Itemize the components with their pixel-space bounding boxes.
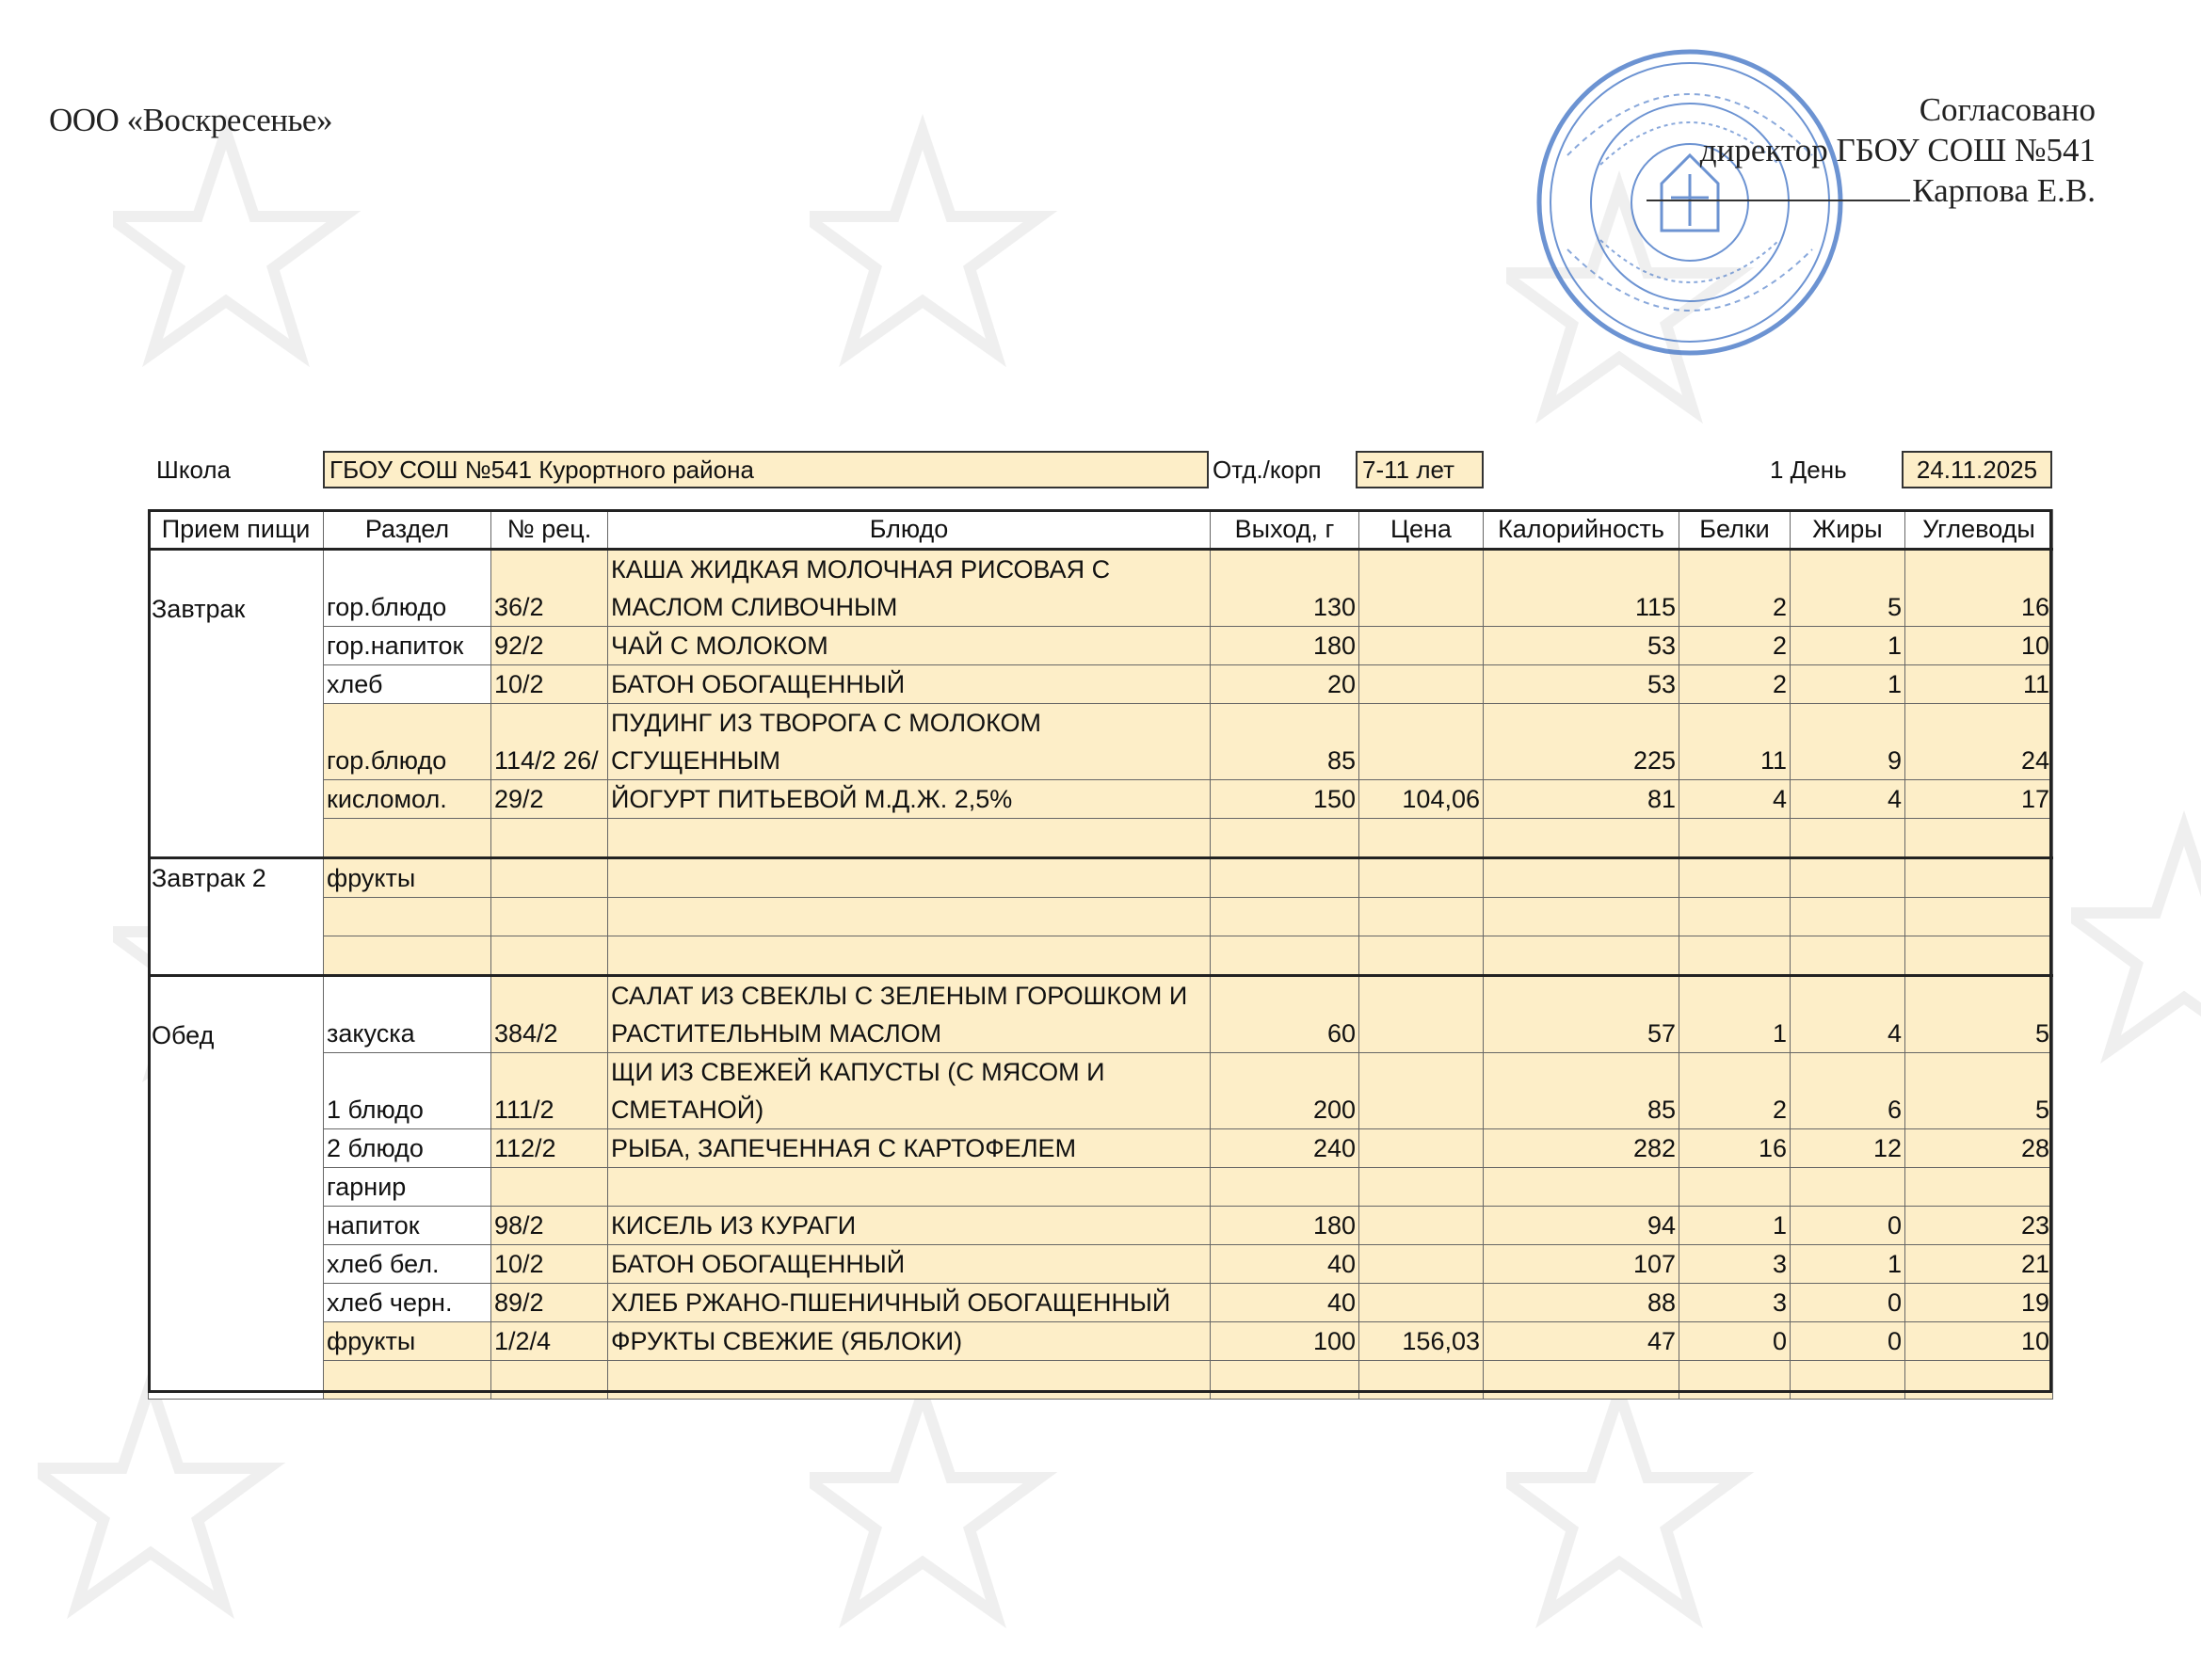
kcal-cell: 115 (1484, 550, 1679, 627)
yield-cell: 40 (1211, 1284, 1359, 1322)
section-cell: гор.блюдо (324, 704, 491, 780)
fat-cell: 12 (1791, 1129, 1905, 1168)
carbs-cell (1905, 1361, 2053, 1400)
carbs-cell (1905, 819, 2053, 858)
dish-cell (608, 1361, 1211, 1400)
dish-cell: КАША ЖИДКАЯ МОЛОЧНАЯ РИСОВАЯ С МАСЛОМ СЛИВОЧНЫМ (608, 550, 1211, 627)
price-cell (1359, 665, 1484, 704)
col-header-section: Раздел (324, 510, 491, 550)
section-cell: 1 блюдо (324, 1053, 491, 1129)
protein-cell (1679, 858, 1791, 898)
section-cell: фрукты (324, 1322, 491, 1361)
recipe-cell (491, 898, 608, 936)
section-cell: напиток (324, 1207, 491, 1245)
dish-cell: ПУДИНГ ИЗ ТВОРОГА С МОЛОКОМ СГУЩЕННЫМ (608, 704, 1211, 780)
carbs-cell (1905, 898, 2053, 936)
yield-cell: 150 (1211, 780, 1359, 819)
carbs-cell: 5 (1905, 976, 2053, 1053)
approval-signature-line (1606, 170, 2096, 211)
section-cell: закуска (324, 976, 491, 1053)
price-cell (1359, 1361, 1484, 1400)
carbs-cell: 28 (1905, 1129, 2053, 1168)
recipe-cell: 10/2 (491, 1245, 608, 1284)
fat-cell: 1 (1791, 665, 1905, 704)
section-cell (324, 819, 491, 858)
kcal-cell: 225 (1484, 704, 1679, 780)
table-row (149, 819, 2053, 858)
fat-cell: 4 (1791, 976, 1905, 1053)
recipe-cell (491, 819, 608, 858)
recipe-cell (491, 1168, 608, 1207)
dish-cell: БАТОН ОБОГАЩЕННЫЙ (608, 665, 1211, 704)
recipe-cell: 111/2 (491, 1053, 608, 1129)
yield-cell (1211, 819, 1359, 858)
carbs-cell (1905, 936, 2053, 976)
dish-cell (608, 1168, 1211, 1207)
dish-cell (608, 898, 1211, 936)
yield-cell (1211, 898, 1359, 936)
restaurant-watermark-icon (2071, 809, 2201, 1115)
fat-cell: 4 (1791, 780, 1905, 819)
price-cell: 156,03 (1359, 1322, 1484, 1361)
section-cell (324, 936, 491, 976)
recipe-cell (491, 858, 608, 898)
meal-name-cell: Завтрак (149, 550, 324, 858)
fat-cell: 1 (1791, 1245, 1905, 1284)
dish-cell: ЙОГУРТ ПИТЬЕВОЙ М.Д.Ж. 2,5% (608, 780, 1211, 819)
protein-cell: 11 (1679, 704, 1791, 780)
price-cell (1359, 819, 1484, 858)
protein-cell: 2 (1679, 627, 1791, 665)
protein-cell (1679, 1361, 1791, 1400)
kcal-cell: 85 (1484, 1053, 1679, 1129)
recipe-cell: 112/2 (491, 1129, 608, 1168)
dish-cell: ЧАЙ С МОЛОКОМ (608, 627, 1211, 665)
table-row (149, 976, 2053, 1053)
price-cell (1359, 858, 1484, 898)
dish-cell: РЫБА, ЗАПЕЧЕННАЯ С КАРТОФЕЛЕМ (608, 1129, 1211, 1168)
table-row (149, 1207, 2053, 1245)
fat-cell (1791, 936, 1905, 976)
col-header-protein: Белки (1679, 510, 1791, 550)
table-row (149, 898, 2053, 936)
table-row (149, 936, 2053, 976)
table-row (149, 1129, 2053, 1168)
fat-cell (1791, 1168, 1905, 1207)
menu-table-body (149, 550, 2053, 1400)
protein-cell: 2 (1679, 665, 1791, 704)
fat-cell: 5 (1791, 550, 1905, 627)
fat-cell: 0 (1791, 1284, 1905, 1322)
company-name: ООО «Воскресенье» (49, 102, 332, 138)
price-cell (1359, 550, 1484, 627)
table-row (149, 665, 2053, 704)
carbs-cell: 17 (1905, 780, 2053, 819)
section-cell: кисломол. (324, 780, 491, 819)
approval-name: Карпова Е.В. (1912, 172, 2096, 209)
price-cell (1359, 1284, 1484, 1322)
table-row (149, 627, 2053, 665)
price-cell (1359, 704, 1484, 780)
kcal-cell: 81 (1484, 780, 1679, 819)
yield-cell: 240 (1211, 1129, 1359, 1168)
dish-cell: САЛАТ ИЗ СВЕКЛЫ С ЗЕЛЕНЫМ ГОРОШКОМ И РАСТИТЕЛЬНЫМ МАСЛОМ (608, 976, 1211, 1053)
yield-cell: 200 (1211, 1053, 1359, 1129)
dish-cell: БАТОН ОБОГАЩЕННЫЙ (608, 1245, 1211, 1284)
fat-cell (1791, 819, 1905, 858)
dept-value: 7-11 лет (1356, 451, 1484, 488)
price-cell (1359, 1129, 1484, 1168)
kcal-cell (1484, 1168, 1679, 1207)
restaurant-watermark-icon (810, 1374, 1205, 1680)
table-row (149, 858, 2053, 898)
kcal-cell: 94 (1484, 1207, 1679, 1245)
school-label: Школа (156, 456, 232, 484)
price-cell (1359, 1053, 1484, 1129)
fat-cell: 0 (1791, 1207, 1905, 1245)
carbs-cell: 11 (1905, 665, 2053, 704)
section-cell: 2 блюдо (324, 1129, 491, 1168)
day-label: 1 День (1770, 456, 1847, 484)
kcal-cell: 107 (1484, 1245, 1679, 1284)
section-cell: гор.напиток (324, 627, 491, 665)
recipe-cell: 36/2 (491, 550, 608, 627)
dish-cell (608, 936, 1211, 976)
carbs-cell: 16 (1905, 550, 2053, 627)
kcal-cell: 47 (1484, 1322, 1679, 1361)
kcal-cell: 57 (1484, 976, 1679, 1053)
carbs-cell: 10 (1905, 1322, 2053, 1361)
fat-cell: 0 (1791, 1322, 1905, 1361)
protein-cell: 1 (1679, 976, 1791, 1053)
carbs-cell (1905, 1168, 2053, 1207)
recipe-cell: 98/2 (491, 1207, 608, 1245)
protein-cell: 2 (1679, 550, 1791, 627)
yield-cell (1211, 936, 1359, 976)
approval-position: директор ГБОУ СОШ №541 (1699, 132, 2096, 168)
table-row (149, 1053, 2053, 1129)
kcal-cell: 53 (1484, 665, 1679, 704)
table-row (149, 1361, 2053, 1400)
section-cell: гарнир (324, 1168, 491, 1207)
yield-cell: 20 (1211, 665, 1359, 704)
fat-cell: 1 (1791, 627, 1905, 665)
fat-cell: 6 (1791, 1053, 1905, 1129)
table-row (149, 1322, 2053, 1361)
price-cell (1359, 936, 1484, 976)
col-header-dish: Блюдо (608, 510, 1211, 550)
yield-cell: 180 (1211, 1207, 1359, 1245)
recipe-cell: 92/2 (491, 627, 608, 665)
protein-cell: 1 (1679, 1207, 1791, 1245)
yield-cell: 130 (1211, 550, 1359, 627)
carbs-cell: 19 (1905, 1284, 2053, 1322)
table-row (149, 550, 2053, 627)
recipe-cell: 89/2 (491, 1284, 608, 1322)
protein-cell (1679, 898, 1791, 936)
kcal-cell: 53 (1484, 627, 1679, 665)
table-row (149, 1245, 2053, 1284)
dish-cell (608, 858, 1211, 898)
signature-blank (1647, 171, 1910, 201)
section-cell: хлеб бел. (324, 1245, 491, 1284)
table-row (149, 1284, 2053, 1322)
restaurant-watermark-icon (38, 1365, 433, 1671)
carbs-cell: 10 (1905, 627, 2053, 665)
recipe-cell: 1/2/4 (491, 1322, 608, 1361)
protein-cell: 3 (1679, 1284, 1791, 1322)
fat-cell (1791, 898, 1905, 936)
col-header-yield: Выход, г (1211, 510, 1359, 550)
kcal-cell (1484, 898, 1679, 936)
kcal-cell (1484, 858, 1679, 898)
recipe-cell (491, 1361, 608, 1400)
price-cell (1359, 1245, 1484, 1284)
carbs-cell: 21 (1905, 1245, 2053, 1284)
carbs-cell (1905, 858, 2053, 898)
kcal-cell (1484, 819, 1679, 858)
col-header-carbs: Углеводы (1905, 510, 2053, 550)
yield-cell: 180 (1211, 627, 1359, 665)
carbs-cell: 23 (1905, 1207, 2053, 1245)
recipe-cell: 29/2 (491, 780, 608, 819)
dish-cell (608, 819, 1211, 858)
section-cell: фрукты (324, 858, 491, 898)
protein-cell: 3 (1679, 1245, 1791, 1284)
col-header-recipe: № рец. (491, 510, 608, 550)
price-cell: 104,06 (1359, 780, 1484, 819)
menu-table (148, 509, 2053, 1400)
protein-cell: 16 (1679, 1129, 1791, 1168)
approval-block (1606, 89, 2096, 211)
section-cell (324, 1361, 491, 1400)
protein-cell (1679, 819, 1791, 858)
table-header-row (149, 510, 2053, 550)
col-header-kcal: Калорийность (1484, 510, 1679, 550)
dept-label: Отд./корп (1213, 456, 1322, 484)
dish-cell: ФРУКТЫ СВЕЖИЕ (ЯБЛОКИ) (608, 1322, 1211, 1361)
yield-cell (1211, 858, 1359, 898)
protein-cell (1679, 1168, 1791, 1207)
protein-cell (1679, 936, 1791, 976)
fat-cell (1791, 858, 1905, 898)
recipe-cell (491, 936, 608, 976)
kcal-cell (1484, 936, 1679, 976)
carbs-cell: 24 (1905, 704, 2053, 780)
section-cell: гор.блюдо (324, 550, 491, 627)
meal-name-cell: Завтрак 2 (149, 858, 324, 976)
col-header-meal: Прием пищи (149, 510, 324, 550)
yield-cell: 100 (1211, 1322, 1359, 1361)
school-value: ГБОУ СОШ №541 Курортного района (323, 451, 1209, 488)
section-cell: хлеб (324, 665, 491, 704)
recipe-cell: 114/2 26/ (491, 704, 608, 780)
yield-cell (1211, 1168, 1359, 1207)
dish-cell: ЩИ ИЗ СВЕЖЕЙ КАПУСТЫ (С МЯСОМ И СМЕТАНОЙ) (608, 1053, 1211, 1129)
kcal-cell: 88 (1484, 1284, 1679, 1322)
approval-title: Согласовано (1919, 91, 2096, 128)
table-row (149, 780, 2053, 819)
dish-cell: ХЛЕБ РЖАНО-ПШЕНИЧНЫЙ ОБОГАЩЕННЫЙ (608, 1284, 1211, 1322)
table-row (149, 704, 2053, 780)
kcal-cell (1484, 1361, 1679, 1400)
carbs-cell: 5 (1905, 1053, 2053, 1129)
date-value: 24.11.2025 (1902, 451, 2052, 488)
fat-cell (1791, 1361, 1905, 1400)
price-cell (1359, 627, 1484, 665)
yield-cell: 60 (1211, 976, 1359, 1053)
kcal-cell: 282 (1484, 1129, 1679, 1168)
price-cell (1359, 976, 1484, 1053)
protein-cell: 2 (1679, 1053, 1791, 1129)
section-cell (324, 898, 491, 936)
col-header-price: Цена (1359, 510, 1484, 550)
protein-cell: 4 (1679, 780, 1791, 819)
yield-cell: 40 (1211, 1245, 1359, 1284)
yield-cell: 85 (1211, 704, 1359, 780)
protein-cell: 0 (1679, 1322, 1791, 1361)
yield-cell (1211, 1361, 1359, 1400)
price-cell (1359, 1168, 1484, 1207)
dish-cell: КИСЕЛЬ ИЗ КУРАГИ (608, 1207, 1211, 1245)
price-cell (1359, 1207, 1484, 1245)
recipe-cell: 384/2 (491, 976, 608, 1053)
section-cell: хлеб черн. (324, 1284, 491, 1322)
price-cell (1359, 898, 1484, 936)
fat-cell: 9 (1791, 704, 1905, 780)
table-row (149, 1168, 2053, 1207)
restaurant-watermark-icon (1506, 1374, 1902, 1680)
recipe-cell: 10/2 (491, 665, 608, 704)
restaurant-watermark-icon (810, 113, 1205, 419)
restaurant-watermark-icon (113, 113, 508, 419)
meal-name-cell: Обед (149, 976, 324, 1400)
col-header-fat: Жиры (1791, 510, 1905, 550)
